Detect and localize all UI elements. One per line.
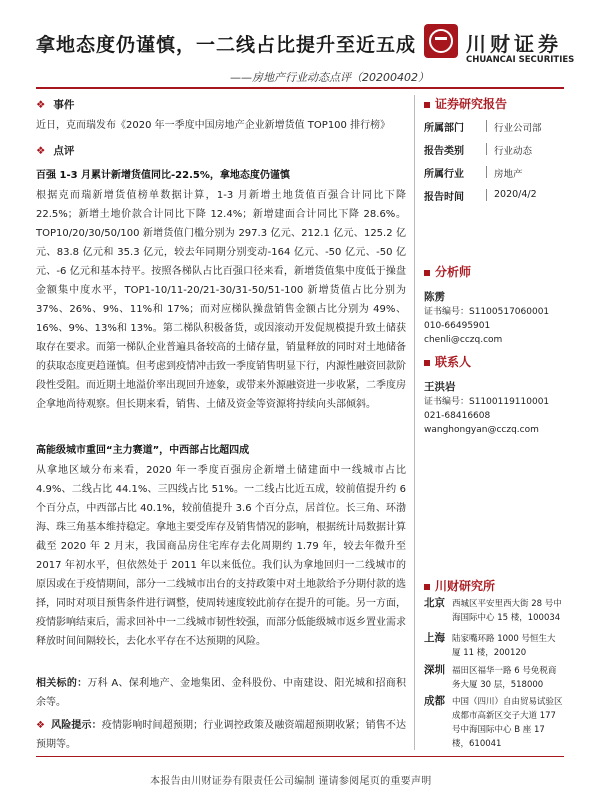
info-separator	[486, 120, 487, 132]
office-city-beijing: 北京	[424, 597, 445, 609]
related-stocks	[36, 674, 406, 712]
info-key-industry: 所属行业	[424, 169, 464, 180]
diamond-bullet-icon: ❖	[36, 145, 46, 157]
report-subtitle: ——房地产行业动态点评（20200402）	[230, 71, 429, 84]
info-separator	[486, 166, 487, 178]
paragraph-1: 根据克而瑞新增货值榜单数据计算，1-3 月新增土地货值百强合计同比下降 22.5%；新增土地价款合计同比下降 12.4%；新增建面合计同比下降 28.6%。TOP10/20/30/50/100 新增货值门槛分别为 297.3 亿元、212.1 亿元、125.2 亿元、83.8 亿元和 35.3 亿元，较去年同期分别变动-164 亿元、-50 亿元、-50 亿元、-6 亿元和基本持平。按照各梯队占比百强口径来看，新增货值集中度低于操盘金额集中度水平，TOP1-10/11-20/21-30/31-50/51-100 新增货值占比分别为 37%、26%、9%、11%和 17%；而对应梯队操盘销售金额占比分别为 49%、16%、9%、13%和 13%。第二梯队积极备货，或因滚动开发促规模提升致土储获取存在要求。而第一梯队企业普遍具备较高的土储存量，销量释放的同时对土地储备的获取态度更趋谨慎。但考虑到疫情冲击致一季度销售明显下行，内源性融资回款阶段性受阻。而近期土地溢价率出现回升迹象，或带来外源融资进一步收紧，二季度房企拿地尚待观察。但长期来看，销售、土储及资金等资源将持续向头部倾斜。	[36, 190, 406, 410]
footer-disclaimer: 本报告由川财证券有限责任公司编制 谨请参阅尾页的重要声明	[150, 776, 432, 787]
square-bullet-icon	[424, 584, 430, 590]
analyst-phone: 010-66495901	[424, 321, 491, 331]
office-address-beijing: 西城区平安里西大街 28 号中海国际中心 15 楼，100034	[452, 599, 562, 623]
contact-phone: 021-68416608	[424, 411, 491, 421]
office-address-shenzhen: 福田区福华一路 6 号免税商务大厦 30 层，518000	[452, 666, 557, 690]
info-value-department: 行业公司部	[494, 123, 542, 134]
contact-cert: 证书编号：S1100119110001	[424, 397, 550, 407]
institute-heading: 川财研究所	[424, 577, 495, 594]
analyst-email[interactable]: chenli@cczq.com	[424, 335, 503, 345]
square-bullet-icon	[424, 102, 430, 108]
subheading-1: 百强 1-3 月累计新增货值同比-22.5%，拿地态度仍谨慎	[36, 170, 290, 181]
office-address-shanghai: 陆家嘴环路 1000 号恒生大厦 11 楼，200120	[452, 634, 556, 658]
info-value-date: 2020/4/2	[494, 189, 537, 200]
footer-divider	[36, 756, 564, 757]
info-value-category: 行业动态	[494, 146, 533, 157]
analyst-heading: 分析师	[424, 263, 471, 280]
analyst-name: 陈雳	[424, 291, 445, 303]
contact-heading: 联系人	[424, 353, 471, 370]
square-bullet-icon	[424, 360, 430, 366]
info-value-industry: 房地产	[494, 169, 523, 180]
info-key-category: 报告类别	[424, 146, 464, 157]
report-type-heading: 证券研究报告	[424, 95, 507, 112]
info-separator	[486, 143, 487, 155]
header-divider	[36, 87, 564, 89]
contact-name: 王洪岩	[424, 381, 456, 393]
office-city-shanghai: 上海	[424, 632, 445, 644]
diamond-bullet-icon: ❖	[36, 720, 46, 731]
info-key-department: 所属部门	[424, 123, 464, 134]
square-bullet-icon	[424, 270, 430, 276]
report-title: 拿地态度仍谨慎，一二线占比提升至近五成	[36, 34, 417, 56]
office-city-chengdu: 成都	[424, 695, 445, 707]
risk-warning	[36, 716, 406, 754]
analyst-cert: 证书编号：S1100517060001	[424, 307, 550, 317]
company-name-en: CHUANCAI SECURITIES	[466, 55, 575, 65]
subheading-2: 高能级城市重回“主力赛道”，中西部占比超四成	[36, 445, 250, 456]
column-divider	[414, 95, 415, 750]
office-city-shenzhen: 深圳	[424, 664, 445, 676]
related-text: 万科 A、保利地产、金地集团、金科股份、中南建设、阳光城和招商积余等。	[36, 678, 406, 708]
risk-label: 风险提示：	[51, 720, 102, 731]
office-address-chengdu: 中国（四川）自由贸易试验区成都市高新区交子大道 177 号中海国际中心 B 座 17 楼，610041	[452, 697, 563, 749]
event-section-heading: ❖ 事件	[36, 99, 75, 111]
paragraph-2: 从拿地区域分布来看，2020 年一季度百强房企新增土储建面中一线城市占比 4.9%、二线占比 44.1%、三四线占比 51%。一二线占比近五成，较前值提升约 6 个百分点，中西部占比 40.1%，较前值提升 3.6 个百分点，居首位。长三角、环渤海、珠三角基本维持稳定。拿地主要受库存及销售情况的影响，根据统计局数据计算截至 2020 年 2 月末，我国商品房住宅库存去化周期约 1.79 年，较去年微升至 2017 年初水平，但依然处于 2011 年以来低位。我们认为拿地回归一二线城市的原因或在于疫情期间，部分一二线城市出台的支持政策中对土地款给予分期付款的选择，同时对项目预售条件进行调整，使周转速度较此前存在提升的可能。另一方面，疫情影响结束后，需求回补中一二线城市韧性较强，而部分低能级城市返乡置业需求释放时间间隔较长，去化水平存在不达预期的风险。	[36, 465, 406, 647]
contact-email[interactable]: wanghongyan@cczq.com	[424, 425, 539, 435]
event-text: 近日，克而瑞发布《2020 年一季度中国房地产企业新增货值 TOP100 排行榜》	[36, 120, 391, 131]
info-key-date: 报告时间	[424, 192, 464, 203]
risk-text: 疫情影响时间超预期；行业调控政策及融资端超预期收紧；销售不达预期等。	[36, 720, 406, 750]
info-separator	[486, 189, 487, 201]
related-label: 相关标的：	[36, 678, 88, 689]
company-name-cn: 川财证券	[466, 32, 562, 56]
comment-section-heading: ❖ 点评	[36, 145, 75, 157]
company-logo-icon	[424, 24, 458, 58]
diamond-bullet-icon: ❖	[36, 99, 46, 111]
